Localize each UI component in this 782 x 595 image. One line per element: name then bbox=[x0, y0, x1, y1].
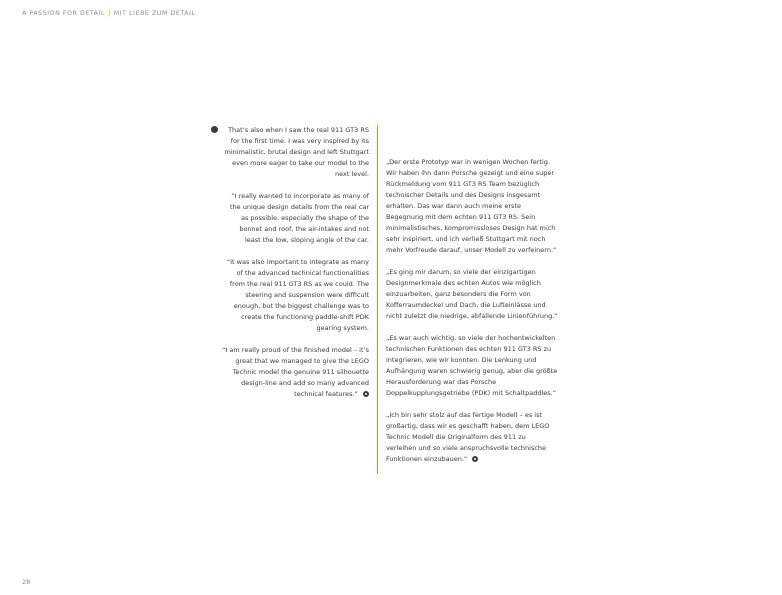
english-paragraph-4-wrapper bbox=[222, 345, 369, 400]
english-paragraph-4: “I am really proud of the finished model – it’s great that we managed to give the LEGO Technic model the genuine 911 silhouette design-line and add so many advanced technical features.” bbox=[222, 346, 369, 398]
quote-end-icon bbox=[363, 391, 369, 397]
header-english-title: A PASSION FOR DETAIL bbox=[22, 10, 106, 17]
german-paragraph-1: „Der erste Prototyp war in wenigen Wochen fertig. Wir haben ihn dann Porsche gezeigt und eine super Rückmeldung vom 911 GT3 RS Team bezüglich technischer Details und des Designs insgesamt erhalten. Das war dann auch meine erste Begegnung mit dem echten 911 GT3 RS. Sein minimalistisches, kompromissloses Design hat mich sehr inspiriert, und ich verließ Stuttgart mit noch mehr Vorfreude darauf, unser Modell zu verfeinern.“ bbox=[386, 158, 557, 254]
english-paragraph-2: “I really wanted to incorporate as many of the unique design details from the real car as possible, especially the shape of the bonnet and roof, the air-intakes and not least the low, sloping angle of the car. bbox=[230, 192, 369, 244]
quote-start-icon bbox=[211, 126, 218, 133]
english-paragraph-1: That’s also when I saw the real 911 GT3 RS for the first time. I was very inspired by its minimalistic, brutal design and left Stuttgart even more eager to take our model to the next level. bbox=[224, 126, 369, 178]
german-paragraph-3: „Es war auch wichtig, so viele der hochentwickelten technischen Funktionen des echten 911 GT3 RS zu integrieren, wie wir konnten. Die Lenkung und Aufhängung waren schwierig genug, aber die größte Herausforderung war das Porsche Doppelkupplungsgetriebe (PDK) mit Schaltpaddles.“ bbox=[386, 334, 558, 397]
header-separator: | bbox=[108, 10, 111, 17]
english-paragraph-3: “It was also important to integrate as many of the advanced technical functionalities from the real 911 GT3 RS as we could. The steering and suspension were difficult enough, but the biggest challenge was to create the functioning paddle-shift PDK gearing system. bbox=[226, 258, 369, 332]
page-number: 28 bbox=[22, 578, 31, 586]
english-text-column bbox=[222, 125, 369, 411]
running-header bbox=[22, 10, 196, 17]
quote-end-icon bbox=[472, 456, 478, 462]
header-german-title: MIT LIEBE ZUM DETAIL bbox=[113, 10, 196, 17]
german-paragraph-4: „Ich bin sehr stolz auf das fertige Modell – es ist großartig, dass wir es geschafft haben, dem LEGO Technic Modell die Originalform des 911 zu verleihen und so viele anspruchsvolle technische Funktionen einzubauen.“ bbox=[386, 411, 550, 463]
german-paragraph-4-wrapper bbox=[386, 410, 558, 465]
german-text-column bbox=[386, 157, 558, 476]
column-divider bbox=[377, 125, 378, 474]
german-paragraph-2: „Es ging mir darum, so viele der einzigartigen Designmerkmale des echten Autos wie möglich einzuarbeiten, ganz besonders die Form von Kofferraumdeckel und Dach, die Lufteinlässe und nicht zuletzt die niedrige, abfallende Linienführung.“ bbox=[386, 268, 558, 320]
